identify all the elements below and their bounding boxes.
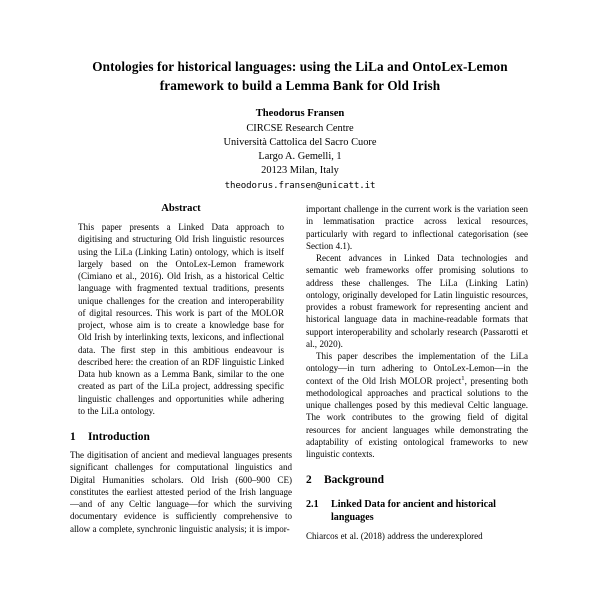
introduction-paragraph-2: Recent advances in Linked Data technologies and semantic web frameworks offer promising solutions to address these challenges. The LiLa (Linking Latin) ontology, originally developed for Latin linguistic resources, provides a robust framework for representing ancient and historical language data in machine-readable formats that support interoperability and scholarly research (Passarotti et al., 2020).	[306, 253, 528, 349]
affiliation-line-4: 20123 Milan, Italy	[261, 164, 339, 176]
author-email: theodorus.fransen@unicatt.it	[224, 180, 376, 191]
section-number-2: 2	[306, 474, 312, 487]
subsection-heading-linked-data	[306, 498, 528, 524]
section-heading-background	[306, 474, 528, 486]
affiliation-line-3: Largo A. Gemelli, 1	[258, 150, 342, 162]
footnote-marker[interactable]: 1	[461, 374, 465, 382]
abstract-text: This paper presents a Linked Data approach to digitising and structuring Old Irish linguistic resources using the LiLa (Linking Latin) ontology, which is itself largely based on the OntoLex-Lemon framework (Cimiano et al., 2016). Old Irish, as a historical Celtic language with fragmented textual traditions, presents unique challenges for the creation and interoperability of digital resources. This work is part of the MOLOR project, whose aim is to create a knowledge base for Old Irish by interlinking texts, lexicons, and inflectional data. The first step in this ambitious endeavour is described here: the creation of an RDF linguistic Linked Data hub known as a Lemma Bank, similar to the one created as part of the LiLa project, addressing specific linguistic challenges and opportunities while adhering to the LiLa ontology.	[78, 222, 284, 416]
affiliation-line-1: CIRCSE Research Centre	[246, 122, 354, 134]
page-title: Ontologies for historical languages: using the LiLa and OntoLex-Lemon framework to build a Lemma Bank for Old Irish	[92, 59, 508, 93]
background-paragraph-1: Chiarcos et al. (2018) address the underexplored	[306, 531, 483, 542]
subsection-title-linked-data: Linked Data for ancient and historical languages	[331, 499, 496, 524]
abstract-section	[70, 203, 292, 417]
section-title-introduction: Introduction	[88, 431, 150, 443]
body-columns	[0, 203, 600, 600]
introduction-paragraph-3	[306, 350, 528, 460]
author-name: Theodorus Fransen	[255, 108, 345, 120]
paragraph-3-part-a: This paper describes the implementation of the LiLa ontology—in turn adhering to OntoLex-Lemon—in the context of the Old Irish MOLOR project	[306, 351, 528, 386]
left-column	[70, 203, 292, 600]
section-title-background: Background	[324, 474, 384, 487]
subsection-number-2-1: 2.1	[306, 499, 319, 511]
title-block	[0, 0, 600, 192]
introduction-paragraph-carryover: important challenge in the current work is the variation seen in lemmatisation practice across lexical resources, particularly with regard to inflectional categorisation (see Section 4.1).	[306, 204, 528, 251]
author-block	[62, 107, 538, 192]
right-column	[306, 203, 528, 600]
section-heading-introduction	[70, 431, 292, 443]
affiliation-line-2: Università Cattolica del Sacro Cuore	[223, 136, 377, 148]
paragraph-3-part-b: , presenting both methodological approaches and practical solutions to the unique challenges posed by this medieval Celtic language. The work contributes to the growing field of digital resources for ancient languages while demonstrating the adaptability of existing ontological frameworks to new linguistic contexts.	[306, 375, 528, 459]
introduction-paragraph-1: The digitisation of ancient and medieval languages presents significant challenges for computational linguistics and Digital Humanities scholars. Old Irish (600–900 CE) constitutes the earliest attested period of the Irish language—and of any Celtic language—for which the surviving documentary evidence is sufficiently comprehensive to allow a complete, synchronic linguistic analysis; it is impor-	[70, 450, 292, 534]
abstract-heading: Abstract	[161, 203, 201, 214]
section-number-1: 1	[70, 431, 76, 443]
